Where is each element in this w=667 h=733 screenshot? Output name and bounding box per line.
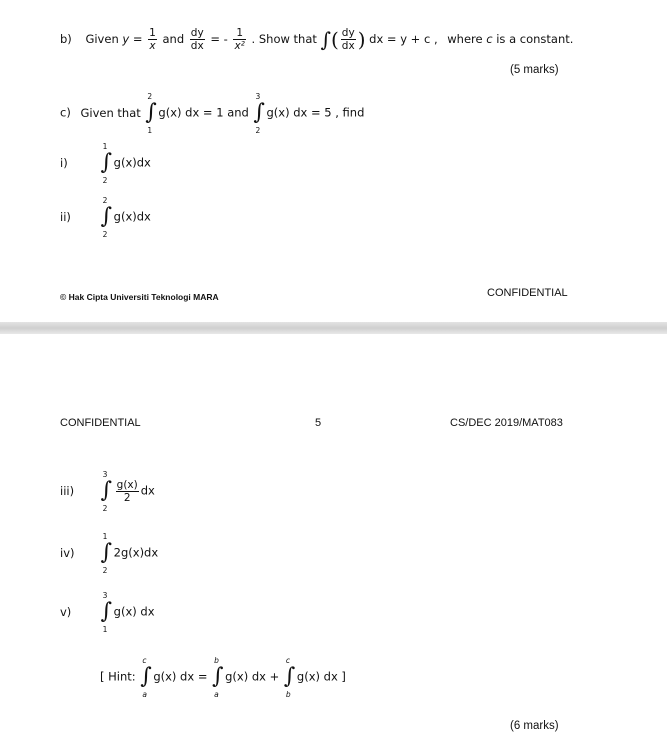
- integral-tail: dx = y + c ,: [369, 32, 438, 46]
- fraction-numerator: dy: [341, 27, 355, 39]
- integral-body: 2g(x)dx: [113, 545, 159, 560]
- integral-lower: 2: [102, 504, 108, 513]
- integral-lower: 1: [147, 126, 153, 135]
- integral-upper: b: [214, 656, 219, 665]
- fraction-numerator: g(x): [116, 478, 138, 491]
- integral-sign-icon: ∫(: [320, 27, 339, 52]
- integral-sign-icon: ∫: [253, 100, 265, 125]
- integral-2-to-3: [100, 470, 113, 513]
- integral-sign-icon: ∫: [100, 599, 113, 624]
- fraction-denominator: dx: [341, 40, 355, 52]
- integral-1-to-3: [100, 591, 113, 634]
- integral-upper: 2: [147, 92, 153, 101]
- fraction-g-over-2: [116, 479, 139, 504]
- integral-lower: 2: [102, 176, 108, 185]
- fraction-numerator: 1: [149, 27, 156, 39]
- integral-sign-icon: ∫: [283, 664, 296, 689]
- integral-upper: 2: [102, 196, 108, 205]
- integral-a-to-b: [211, 656, 224, 699]
- integral-upper: 3: [102, 470, 108, 479]
- fraction-denominator: dx: [190, 40, 204, 52]
- question-c-line: [60, 92, 365, 135]
- page-number: 5: [315, 417, 322, 429]
- integral-lower: 2: [102, 230, 108, 239]
- integral-lower: 2: [255, 126, 261, 135]
- integral-sign-icon: ∫: [212, 664, 224, 689]
- copyright-footer: © Hak Cipta Universiti Teknologi MARA: [60, 292, 219, 302]
- item-label: i): [60, 155, 68, 170]
- integral-sign-icon: ∫: [100, 150, 113, 175]
- fraction-denominator: x²: [234, 40, 245, 52]
- is-constant-text: is a constant.: [496, 32, 574, 46]
- integral-sign-icon: ∫: [100, 478, 113, 503]
- question-b-marks: (5 marks): [510, 64, 559, 76]
- integral-upper: 3: [255, 92, 261, 101]
- question-b-line: [60, 27, 573, 52]
- question-c-item-i: [60, 142, 151, 185]
- integral-upper: 3: [102, 591, 108, 600]
- question-marks: (6 marks): [510, 720, 559, 732]
- integral-1-to-2: [144, 92, 157, 135]
- integral-sign-icon: ∫: [145, 100, 157, 125]
- constant-c: c: [486, 32, 493, 46]
- integral-body: g(x) dx =: [153, 669, 208, 684]
- fraction-numerator: dy: [190, 27, 204, 39]
- show-that-text: . Show that: [251, 32, 317, 46]
- integral-sign-icon: ∫: [100, 204, 113, 229]
- integral-lower: a: [214, 690, 219, 699]
- integral-body: g(x) dx +: [225, 669, 280, 684]
- integral-body: g(x) dx = 1: [158, 105, 224, 120]
- question-c-label: c): [60, 105, 71, 120]
- page-divider: [0, 322, 667, 334]
- given-text: Given: [85, 32, 119, 46]
- header-course-code: CS/DEC 2019/MAT083: [450, 417, 563, 429]
- given-that-text: Given that: [80, 105, 141, 120]
- integral-body: g(x)dx: [113, 209, 151, 224]
- integral-2-to-1: [100, 142, 113, 185]
- integral-lower: 2: [102, 566, 108, 575]
- hint-open: [ Hint:: [100, 669, 136, 684]
- question-item-iv: [60, 532, 159, 575]
- question-item-v: [60, 591, 155, 634]
- item-label: ii): [60, 209, 71, 224]
- integral-lower: a: [142, 690, 147, 699]
- close-paren-icon: ): [357, 27, 366, 52]
- where-text: where: [447, 32, 483, 46]
- integral-dx: dx: [140, 483, 155, 498]
- integral-a-to-c: [139, 656, 152, 699]
- question-c-item-ii: [60, 196, 151, 239]
- integral-lower: 1: [102, 625, 108, 634]
- equals-negative: = -: [210, 32, 228, 46]
- integral-upper: 1: [102, 142, 108, 151]
- and-text: and: [162, 32, 185, 46]
- item-label: iv): [60, 545, 75, 560]
- y-equals: y =: [122, 32, 143, 46]
- integral-upper: 1: [102, 532, 108, 541]
- header-confidential: CONFIDENTIAL: [60, 417, 141, 429]
- question-item-iii: [60, 470, 155, 513]
- fraction-numerator: 1: [233, 27, 245, 40]
- item-label: iii): [60, 483, 75, 498]
- integral-2-to-2: [100, 196, 113, 239]
- fraction-denominator: 2: [123, 491, 131, 504]
- integral-b-to-c: [283, 656, 296, 699]
- hint-line: [100, 656, 346, 699]
- integral-2-to-1: [100, 532, 113, 575]
- item-label: v): [60, 604, 72, 619]
- integral-sign-icon: ∫: [140, 664, 152, 689]
- integral-upper: c: [142, 656, 147, 665]
- integral-sign-icon: ∫: [100, 540, 113, 565]
- fraction-one-over-x: [148, 27, 157, 52]
- integral-body: g(x) dx: [113, 604, 155, 619]
- and-text: and: [227, 105, 249, 120]
- integral-body: g(x)dx: [113, 155, 151, 170]
- question-b-label: b): [60, 32, 72, 46]
- integral-2-to-3: [252, 92, 265, 135]
- integral-body: g(x) dx ]: [296, 669, 346, 684]
- fraction-denominator: x: [149, 40, 156, 52]
- fraction-dy-dx-inner: [341, 27, 356, 52]
- fraction-dy-dx: [190, 27, 205, 52]
- fraction-one-over-x-squared: [233, 27, 245, 52]
- integral-lower: b: [285, 690, 291, 699]
- integral-upper: c: [285, 656, 291, 665]
- confidential-footer: CONFIDENTIAL: [487, 287, 568, 299]
- integral-body: g(x) dx = 5 , find: [266, 105, 365, 120]
